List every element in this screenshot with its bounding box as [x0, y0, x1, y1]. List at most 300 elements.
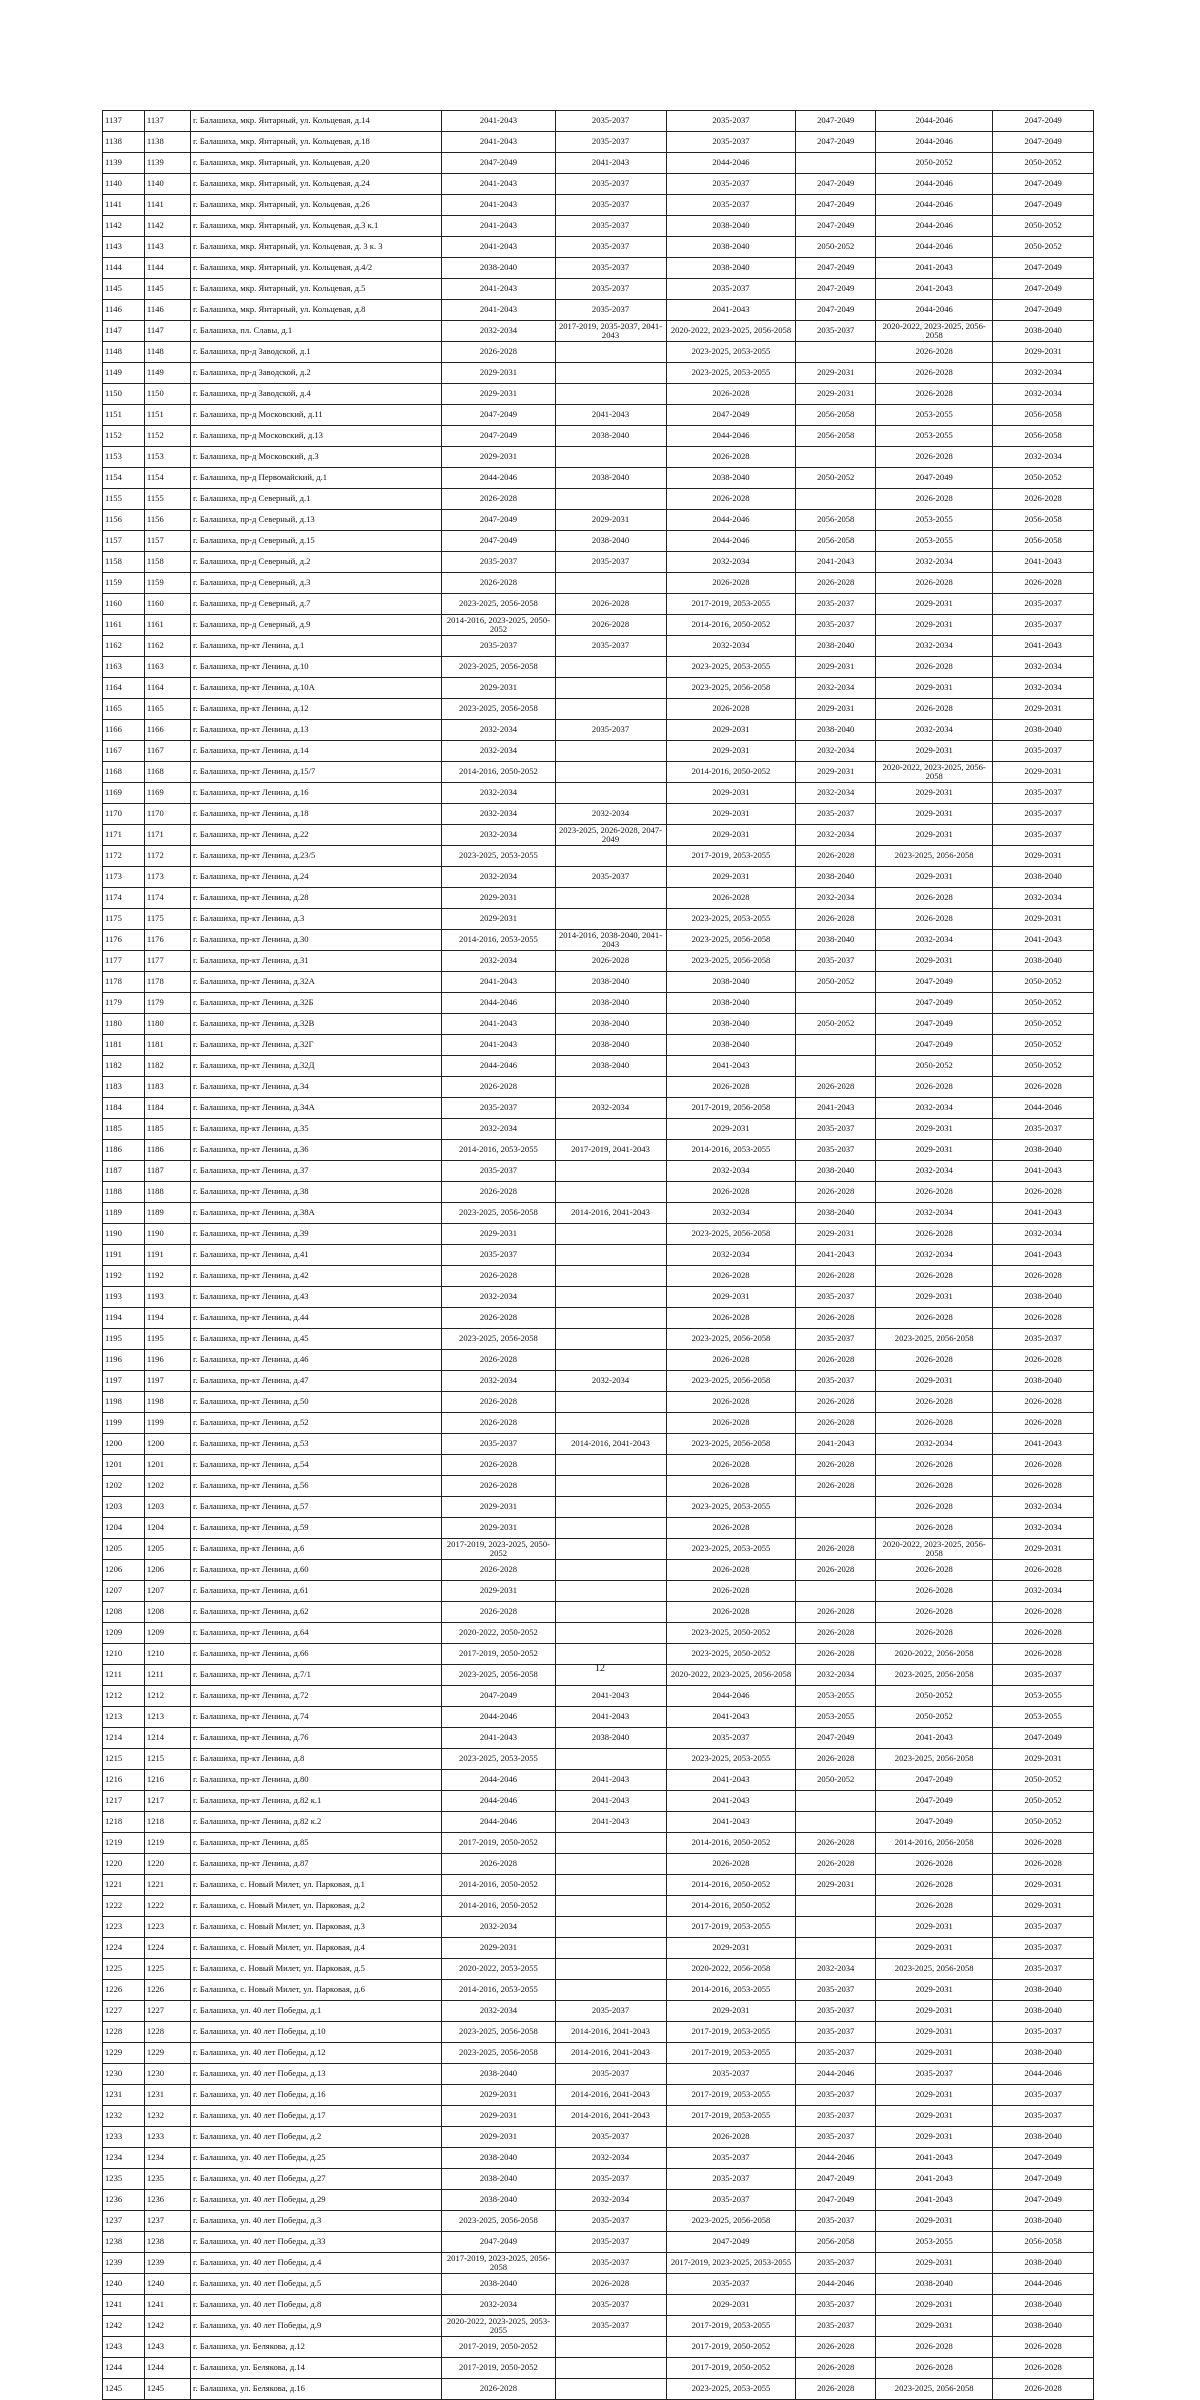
- cell-period-2: 2014-2016, 2041-2043: [555, 1434, 666, 1455]
- cell-period-1: 2029-2031: [442, 447, 555, 468]
- cell-period-5: 2032-2034: [876, 1434, 993, 1455]
- cell-period-4: 2050-2052: [796, 1014, 876, 1035]
- cell-record-id: 1139: [144, 153, 190, 174]
- cell-period-5: 2026-2028: [876, 1497, 993, 1518]
- cell-period-4: 2044-2046: [796, 2148, 876, 2169]
- cell-period-6: 2032-2034: [993, 447, 1094, 468]
- cell-address: г. Балашиха, пр-кт Ленина, д.32Б: [190, 993, 441, 1014]
- cell-period-1: 2026-2028: [442, 1560, 555, 1581]
- cell-row-number: 1204: [103, 1518, 145, 1539]
- cell-row-number: 1212: [103, 1686, 145, 1707]
- cell-period-6: 2047-2049: [993, 174, 1094, 195]
- cell-record-id: 1174: [144, 888, 190, 909]
- cell-period-3: 2044-2046: [666, 510, 796, 531]
- cell-period-3: 2029-2031: [666, 804, 796, 825]
- cell-address: г. Балашиха, мкр. Янтарный, ул. Кольцевая, д.18: [190, 132, 441, 153]
- cell-period-1: 2032-2034: [442, 321, 555, 342]
- cell-period-4: 2047-2049: [796, 111, 876, 132]
- cell-row-number: 1141: [103, 195, 145, 216]
- cell-period-5: 2032-2034: [876, 552, 993, 573]
- cell-period-1: 2029-2031: [442, 1497, 555, 1518]
- cell-row-number: 1158: [103, 552, 145, 573]
- cell-period-4: 2035-2037: [796, 2127, 876, 2148]
- table-row: [103, 2022, 1094, 2043]
- cell-period-6: 2050-2052: [993, 1014, 1094, 1035]
- cell-row-number: 1139: [103, 153, 145, 174]
- cell-row-number: 1219: [103, 1833, 145, 1854]
- cell-period-1: 2044-2046: [442, 1812, 555, 1833]
- table-row: [103, 1161, 1094, 1182]
- cell-row-number: 1225: [103, 1959, 145, 1980]
- cell-period-3: 2026-2028: [666, 1518, 796, 1539]
- cell-period-1: 2035-2037: [442, 552, 555, 573]
- cell-period-1: 2023-2025, 2056-2058: [442, 1203, 555, 1224]
- cell-period-5: 2023-2025, 2056-2058: [876, 1329, 993, 1350]
- cell-period-6: 2032-2034: [993, 1497, 1094, 1518]
- cell-period-3: 2023-2025, 2053-2055: [666, 657, 796, 678]
- cell-period-2: [555, 1392, 666, 1413]
- cell-address: г. Балашиха, пр-кт Ленина, д.56: [190, 1476, 441, 1497]
- cell-period-2: [555, 573, 666, 594]
- cell-record-id: 1172: [144, 846, 190, 867]
- cell-period-6: 2041-2043: [993, 1161, 1094, 1182]
- cell-address: г. Балашиха, ул. 40 лет Победы, д.13: [190, 2064, 441, 2085]
- cell-address: г. Балашиха, пр-кт Ленина, д.87: [190, 1854, 441, 1875]
- cell-address: г. Балашиха, ул. 40 лет Победы, д.27: [190, 2169, 441, 2190]
- cell-period-5: 2041-2043: [876, 1728, 993, 1749]
- cell-row-number: 1229: [103, 2043, 145, 2064]
- table-row: [103, 1581, 1094, 1602]
- cell-period-6: 2050-2052: [993, 468, 1094, 489]
- cell-period-1: 2038-2040: [442, 2148, 555, 2169]
- cell-period-1: 2020-2022, 2053-2055: [442, 1959, 555, 1980]
- cell-period-3: 2020-2022, 2056-2058: [666, 1959, 796, 1980]
- cell-row-number: 1211: [103, 1665, 145, 1686]
- cell-period-2: 2038-2040: [555, 1728, 666, 1749]
- cell-record-id: 1206: [144, 1560, 190, 1581]
- cell-address: г. Балашиха, пр-д Северный, д.7: [190, 594, 441, 615]
- table-row: [103, 1476, 1094, 1497]
- cell-period-3: 2023-2025, 2056-2058: [666, 951, 796, 972]
- cell-period-4: 2035-2037: [796, 1371, 876, 1392]
- cell-period-4: 2026-2028: [796, 1392, 876, 1413]
- cell-period-4: 2038-2040: [796, 1161, 876, 1182]
- table-row: [103, 1035, 1094, 1056]
- cell-period-4: 2038-2040: [796, 1203, 876, 1224]
- table-row: [103, 2316, 1094, 2337]
- cell-period-6: 2050-2052: [993, 972, 1094, 993]
- cell-row-number: 1214: [103, 1728, 145, 1749]
- cell-period-5: 2032-2034: [876, 1161, 993, 1182]
- cell-period-4: 2047-2049: [796, 174, 876, 195]
- cell-period-1: 2023-2025, 2056-2058: [442, 2043, 555, 2064]
- cell-period-5: 2026-2028: [876, 1392, 993, 1413]
- cell-record-id: 1237: [144, 2211, 190, 2232]
- cell-period-2: 2035-2037: [555, 2316, 666, 2337]
- cell-address: г. Балашиха, пр-кт Ленина, д.32А: [190, 972, 441, 993]
- table-row: [103, 1098, 1094, 1119]
- cell-period-5: 2029-2031: [876, 2106, 993, 2127]
- cell-period-2: [555, 762, 666, 783]
- cell-record-id: 1191: [144, 1245, 190, 1266]
- cell-row-number: 1207: [103, 1581, 145, 1602]
- cell-period-5: 2029-2031: [876, 2022, 993, 2043]
- cell-record-id: 1138: [144, 132, 190, 153]
- cell-period-3: 2029-2031: [666, 783, 796, 804]
- cell-row-number: 1244: [103, 2358, 145, 2379]
- cell-period-4: [796, 1056, 876, 1077]
- cell-period-3: 2026-2028: [666, 1581, 796, 1602]
- cell-row-number: 1243: [103, 2337, 145, 2358]
- cell-row-number: 1236: [103, 2190, 145, 2211]
- cell-period-4: 2047-2049: [796, 258, 876, 279]
- cell-period-1: 2026-2028: [442, 2379, 555, 2400]
- cell-period-5: 2029-2031: [876, 2085, 993, 2106]
- cell-row-number: 1162: [103, 636, 145, 657]
- cell-period-3: 2014-2016, 2050-2052: [666, 1896, 796, 1917]
- cell-period-5: 2041-2043: [876, 2169, 993, 2190]
- cell-period-5: 2029-2031: [876, 1371, 993, 1392]
- table-row: [103, 132, 1094, 153]
- cell-period-2: 2035-2037: [555, 867, 666, 888]
- cell-period-5: 2023-2025, 2056-2058: [876, 1749, 993, 1770]
- cell-record-id: 1239: [144, 2253, 190, 2274]
- cell-period-5: 2053-2055: [876, 510, 993, 531]
- cell-record-id: 1176: [144, 930, 190, 951]
- cell-row-number: 1202: [103, 1476, 145, 1497]
- cell-period-6: 2026-2028: [993, 1266, 1094, 1287]
- cell-period-1: 2035-2037: [442, 1434, 555, 1455]
- cell-period-2: 2041-2043: [555, 1812, 666, 1833]
- cell-address: г. Балашиха, пр-д Северный, д.15: [190, 531, 441, 552]
- cell-period-5: 2026-2028: [876, 489, 993, 510]
- cell-record-id: 1212: [144, 1686, 190, 1707]
- cell-period-4: 2035-2037: [796, 2022, 876, 2043]
- cell-period-1: 2032-2034: [442, 720, 555, 741]
- cell-period-4: 2050-2052: [796, 972, 876, 993]
- cell-record-id: 1211: [144, 1665, 190, 1686]
- cell-period-1: 2047-2049: [442, 426, 555, 447]
- cell-period-3: 2026-2028: [666, 1455, 796, 1476]
- cell-row-number: 1153: [103, 447, 145, 468]
- cell-row-number: 1199: [103, 1413, 145, 1434]
- table-row: [103, 741, 1094, 762]
- cell-period-3: 2026-2028: [666, 447, 796, 468]
- cell-row-number: 1172: [103, 846, 145, 867]
- cell-row-number: 1170: [103, 804, 145, 825]
- table-row: [103, 2274, 1094, 2295]
- cell-period-4: 2029-2031: [796, 762, 876, 783]
- cell-period-2: [555, 1854, 666, 1875]
- cell-period-2: [555, 1917, 666, 1938]
- cell-period-4: 2035-2037: [796, 951, 876, 972]
- cell-period-2: [555, 1875, 666, 1896]
- cell-period-3: 2026-2028: [666, 573, 796, 594]
- cell-period-6: 2047-2049: [993, 2169, 1094, 2190]
- cell-period-1: 2014-2016, 2023-2025, 2050-2052: [442, 615, 555, 636]
- cell-period-6: 2035-2037: [993, 1329, 1094, 1350]
- cell-row-number: 1176: [103, 930, 145, 951]
- table-row: [103, 279, 1094, 300]
- cell-period-1: 2029-2031: [442, 1224, 555, 1245]
- cell-period-4: 2029-2031: [796, 1875, 876, 1896]
- cell-period-5: 2029-2031: [876, 2295, 993, 2316]
- cell-period-2: [555, 888, 666, 909]
- cell-record-id: 1198: [144, 1392, 190, 1413]
- cell-period-3: 2041-2043: [666, 1056, 796, 1077]
- table-body: [103, 111, 1094, 2400]
- cell-period-6: 2038-2040: [993, 2253, 1094, 2274]
- cell-record-id: 1188: [144, 1182, 190, 1203]
- cell-period-6: 2026-2028: [993, 2337, 1094, 2358]
- table-row: [103, 951, 1094, 972]
- cell-period-3: 2029-2031: [666, 2001, 796, 2022]
- cell-period-3: 2017-2019, 2053-2055: [666, 846, 796, 867]
- cell-period-3: 2023-2025, 2050-2052: [666, 1644, 796, 1665]
- cell-period-6: 2026-2028: [993, 1623, 1094, 1644]
- table-row: [103, 1119, 1094, 1140]
- cell-period-4: 2026-2028: [796, 1749, 876, 1770]
- cell-record-id: 1148: [144, 342, 190, 363]
- cell-period-6: 2047-2049: [993, 1728, 1094, 1749]
- cell-row-number: 1164: [103, 678, 145, 699]
- cell-period-2: 2035-2037: [555, 2211, 666, 2232]
- cell-row-number: 1232: [103, 2106, 145, 2127]
- cell-period-3: 2044-2046: [666, 531, 796, 552]
- cell-period-5: 2023-2025, 2056-2058: [876, 1665, 993, 1686]
- cell-address: г. Балашиха, пр-кт Ленина, д.10А: [190, 678, 441, 699]
- cell-row-number: 1190: [103, 1224, 145, 1245]
- cell-record-id: 1142: [144, 216, 190, 237]
- cell-period-2: 2035-2037: [555, 2253, 666, 2274]
- cell-period-1: 2032-2034: [442, 1371, 555, 1392]
- cell-period-3: 2026-2028: [666, 1266, 796, 1287]
- cell-period-4: 2047-2049: [796, 195, 876, 216]
- cell-period-4: [796, 1518, 876, 1539]
- cell-period-3: 2047-2049: [666, 405, 796, 426]
- cell-record-id: 1173: [144, 867, 190, 888]
- cell-period-5: 2041-2043: [876, 258, 993, 279]
- cell-record-id: 1140: [144, 174, 190, 195]
- cell-period-2: [555, 1938, 666, 1959]
- cell-period-3: 2041-2043: [666, 1770, 796, 1791]
- cell-period-4: 2035-2037: [796, 321, 876, 342]
- cell-period-4: 2026-2028: [796, 1602, 876, 1623]
- cell-period-1: 2047-2049: [442, 405, 555, 426]
- cell-period-6: 2038-2040: [993, 321, 1094, 342]
- cell-record-id: 1183: [144, 1077, 190, 1098]
- cell-period-2: [555, 699, 666, 720]
- cell-address: г. Балашиха, мкр. Янтарный, ул. Кольцевая, д. 3 к. 3: [190, 237, 441, 258]
- cell-record-id: 1207: [144, 1581, 190, 1602]
- cell-address: г. Балашиха, ул. 40 лет Победы, д.12: [190, 2043, 441, 2064]
- cell-period-2: 2014-2016, 2038-2040, 2041-2043: [555, 930, 666, 951]
- cell-period-5: 2047-2049: [876, 1770, 993, 1791]
- cell-row-number: 1184: [103, 1098, 145, 1119]
- cell-period-1: 2029-2031: [442, 1518, 555, 1539]
- cell-row-number: 1187: [103, 1161, 145, 1182]
- cell-record-id: 1210: [144, 1644, 190, 1665]
- cell-period-3: 2023-2025, 2050-2052: [666, 1623, 796, 1644]
- table-row: [103, 2085, 1094, 2106]
- cell-record-id: 1242: [144, 2316, 190, 2337]
- cell-period-1: 2017-2019, 2023-2025, 2056-2058: [442, 2253, 555, 2274]
- cell-period-5: 2044-2046: [876, 195, 993, 216]
- cell-period-6: 2026-2028: [993, 1392, 1094, 1413]
- cell-period-4: [796, 153, 876, 174]
- cell-address: г. Балашиха, пр-кт Ленина, д.47: [190, 1371, 441, 1392]
- cell-row-number: 1152: [103, 426, 145, 447]
- cell-period-3: 2038-2040: [666, 468, 796, 489]
- cell-record-id: 1240: [144, 2274, 190, 2295]
- cell-address: г. Балашиха, пр-кт Ленина, д.50: [190, 1392, 441, 1413]
- cell-period-4: 2035-2037: [796, 1119, 876, 1140]
- cell-period-4: 2026-2028: [796, 2358, 876, 2379]
- cell-period-2: 2038-2040: [555, 468, 666, 489]
- cell-address: г. Балашиха, пр-д Заводской, д.2: [190, 363, 441, 384]
- cell-row-number: 1174: [103, 888, 145, 909]
- table-row: [103, 1518, 1094, 1539]
- cell-period-2: 2029-2031: [555, 510, 666, 531]
- cell-period-3: 2026-2028: [666, 699, 796, 720]
- cell-period-2: 2035-2037: [555, 174, 666, 195]
- cell-address: г. Балашиха, пр-кт Ленина, д.34А: [190, 1098, 441, 1119]
- cell-period-1: 2023-2025, 2056-2058: [442, 1329, 555, 1350]
- cell-period-1: 2029-2031: [442, 909, 555, 930]
- cell-period-6: 2044-2046: [993, 2064, 1094, 2085]
- cell-period-6: 2035-2037: [993, 1917, 1094, 1938]
- cell-record-id: 1169: [144, 783, 190, 804]
- cell-period-2: 2032-2034: [555, 804, 666, 825]
- cell-period-1: 2026-2028: [442, 1182, 555, 1203]
- cell-period-4: 2047-2049: [796, 300, 876, 321]
- cell-period-6: 2026-2028: [993, 1308, 1094, 1329]
- cell-period-2: 2035-2037: [555, 720, 666, 741]
- cell-period-4: [796, 1035, 876, 1056]
- cell-record-id: 1137: [144, 111, 190, 132]
- table-row: [103, 216, 1094, 237]
- cell-period-6: 2047-2049: [993, 111, 1094, 132]
- cell-row-number: 1222: [103, 1896, 145, 1917]
- cell-period-6: 2041-2043: [993, 1203, 1094, 1224]
- cell-row-number: 1154: [103, 468, 145, 489]
- cell-row-number: 1217: [103, 1791, 145, 1812]
- cell-row-number: 1210: [103, 1644, 145, 1665]
- cell-row-number: 1205: [103, 1539, 145, 1560]
- cell-period-6: 2050-2052: [993, 237, 1094, 258]
- cell-record-id: 1150: [144, 384, 190, 405]
- table-row: [103, 2190, 1094, 2211]
- cell-period-6: 2029-2031: [993, 342, 1094, 363]
- cell-record-id: 1233: [144, 2127, 190, 2148]
- cell-row-number: 1221: [103, 1875, 145, 1896]
- cell-period-1: 2032-2034: [442, 1917, 555, 1938]
- cell-record-id: 1220: [144, 1854, 190, 1875]
- cell-period-5: 2029-2031: [876, 741, 993, 762]
- cell-period-1: 2041-2043: [442, 1728, 555, 1749]
- cell-period-6: 2035-2037: [993, 594, 1094, 615]
- cell-period-4: 2035-2037: [796, 615, 876, 636]
- cell-record-id: 1238: [144, 2232, 190, 2253]
- cell-record-id: 1162: [144, 636, 190, 657]
- cell-period-2: 2035-2037: [555, 237, 666, 258]
- cell-period-1: 2032-2034: [442, 804, 555, 825]
- cell-period-4: [796, 342, 876, 363]
- cell-period-4: 2041-2043: [796, 552, 876, 573]
- table-row: [103, 342, 1094, 363]
- table-row: [103, 153, 1094, 174]
- cell-period-1: 2023-2025, 2056-2058: [442, 699, 555, 720]
- cell-period-5: 2023-2025, 2056-2058: [876, 2379, 993, 2400]
- table-row: [103, 111, 1094, 132]
- cell-period-5: 2026-2028: [876, 2337, 993, 2358]
- cell-row-number: 1196: [103, 1350, 145, 1371]
- cell-period-5: 2026-2028: [876, 573, 993, 594]
- cell-row-number: 1163: [103, 657, 145, 678]
- table-row: [103, 1623, 1094, 1644]
- cell-row-number: 1201: [103, 1455, 145, 1476]
- table-row: [103, 846, 1094, 867]
- cell-record-id: 1236: [144, 2190, 190, 2211]
- cell-address: г. Балашиха, пр-кт Ленина, д.7/1: [190, 1665, 441, 1686]
- cell-address: г. Балашиха, пр-кт Ленина, д.85: [190, 1833, 441, 1854]
- cell-period-3: 2023-2025, 2056-2058: [666, 1434, 796, 1455]
- cell-period-4: 2026-2028: [796, 1182, 876, 1203]
- cell-record-id: 1213: [144, 1707, 190, 1728]
- cell-period-3: 2026-2028: [666, 888, 796, 909]
- cell-row-number: 1175: [103, 909, 145, 930]
- cell-period-4: 2035-2037: [796, 2085, 876, 2106]
- cell-address: г. Балашиха, пр-д Московский, д.3: [190, 447, 441, 468]
- cell-period-2: 2041-2043: [555, 1770, 666, 1791]
- cell-address: г. Балашиха, пр-д Московский, д.11: [190, 405, 441, 426]
- cell-period-1: 2032-2034: [442, 783, 555, 804]
- cell-record-id: 1155: [144, 489, 190, 510]
- cell-period-4: 2026-2028: [796, 1266, 876, 1287]
- cell-period-5: 2029-2031: [876, 951, 993, 972]
- cell-row-number: 1227: [103, 2001, 145, 2022]
- cell-record-id: 1200: [144, 1434, 190, 1455]
- cell-row-number: 1238: [103, 2232, 145, 2253]
- cell-period-4: 2026-2028: [796, 1854, 876, 1875]
- cell-period-6: 2056-2058: [993, 426, 1094, 447]
- cell-period-5: 2044-2046: [876, 174, 993, 195]
- cell-period-4: 2056-2058: [796, 405, 876, 426]
- cell-row-number: 1216: [103, 1770, 145, 1791]
- cell-period-4: 2026-2028: [796, 1455, 876, 1476]
- cell-address: г. Балашиха, пр-кт Ленина, д.28: [190, 888, 441, 909]
- cell-period-6: 2026-2028: [993, 1077, 1094, 1098]
- cell-period-2: 2035-2037: [555, 552, 666, 573]
- cell-period-5: 2029-2031: [876, 825, 993, 846]
- cell-period-5: 2029-2031: [876, 1119, 993, 1140]
- table-row: [103, 1707, 1094, 1728]
- cell-address: г. Балашиха, ул. 40 лет Победы, д.25: [190, 2148, 441, 2169]
- cell-period-1: 2044-2046: [442, 1791, 555, 1812]
- cell-period-1: 2023-2025, 2053-2055: [442, 846, 555, 867]
- cell-period-4: [796, 1791, 876, 1812]
- cell-period-1: 2047-2049: [442, 510, 555, 531]
- table-row: [103, 2043, 1094, 2064]
- cell-period-3: 2035-2037: [666, 2169, 796, 2190]
- cell-period-2: 2041-2043: [555, 1686, 666, 1707]
- cell-period-5: 2047-2049: [876, 972, 993, 993]
- cell-period-1: 2026-2028: [442, 1602, 555, 1623]
- cell-period-4: 2029-2031: [796, 1224, 876, 1245]
- cell-period-1: 2044-2046: [442, 1770, 555, 1791]
- cell-period-5: 2047-2049: [876, 1035, 993, 1056]
- cell-period-4: 2026-2028: [796, 1413, 876, 1434]
